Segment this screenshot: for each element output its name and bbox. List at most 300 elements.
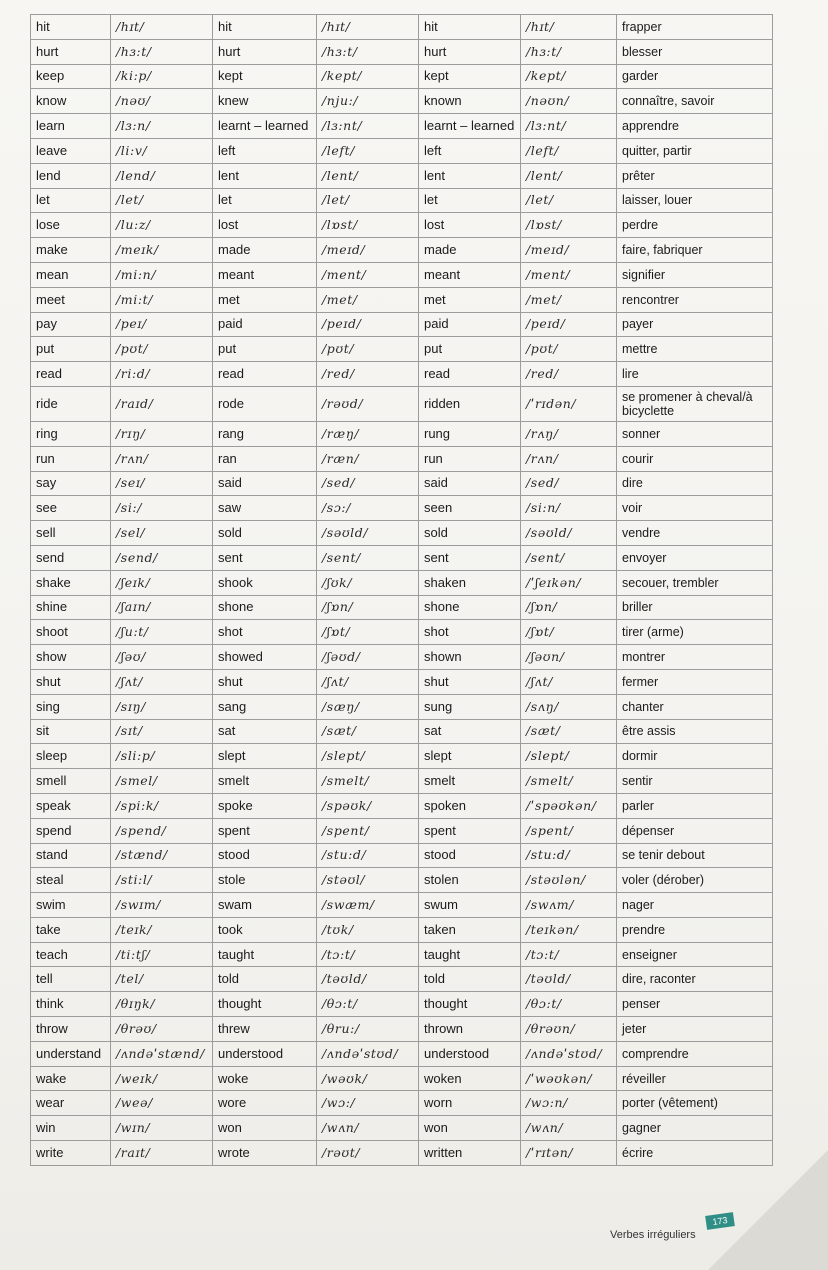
cell-base-ipa: /rʌn/ <box>111 446 213 471</box>
cell-participle: shown <box>419 645 521 670</box>
cell-base-ipa: /send/ <box>111 545 213 570</box>
cell-french: enseigner <box>617 942 773 967</box>
cell-participle: taken <box>419 917 521 942</box>
cell-french: porter (vêtement) <box>617 1091 773 1116</box>
cell-base: say <box>31 471 111 496</box>
cell-base-ipa: /ri:d/ <box>111 362 213 387</box>
cell-preterit: showed <box>213 645 317 670</box>
cell-participle-ipa: /ˈspəʊkən/ <box>521 793 617 818</box>
cell-preterit-ipa: /wəʊk/ <box>317 1066 419 1091</box>
cell-preterit-ipa: /left/ <box>317 138 419 163</box>
table-row <box>31 1041 773 1066</box>
cell-french: sentir <box>617 769 773 794</box>
cell-participle: let <box>419 188 521 213</box>
cell-base: let <box>31 188 111 213</box>
cell-participle-ipa: /swʌm/ <box>521 893 617 918</box>
cell-preterit: kept <box>213 64 317 89</box>
table-row <box>31 570 773 595</box>
cell-preterit-ipa: /stu:d/ <box>317 843 419 868</box>
cell-participle-ipa: /təʊld/ <box>521 967 617 992</box>
cell-preterit: spent <box>213 818 317 843</box>
cell-french: sonner <box>617 421 773 446</box>
cell-base: leave <box>31 138 111 163</box>
table-row <box>31 213 773 238</box>
cell-base-ipa: /li:v/ <box>111 138 213 163</box>
cell-base-ipa: /weɪk/ <box>111 1066 213 1091</box>
cell-base-ipa: /smel/ <box>111 769 213 794</box>
cell-preterit-ipa: /lɜ:nt/ <box>317 114 419 139</box>
cell-participle-ipa: /kept/ <box>521 64 617 89</box>
cell-preterit: shut <box>213 669 317 694</box>
cell-participle: run <box>419 446 521 471</box>
cell-base: think <box>31 992 111 1017</box>
table-row <box>31 942 773 967</box>
cell-base: sleep <box>31 744 111 769</box>
cell-base-ipa: /θrəʊ/ <box>111 1017 213 1042</box>
cell-participle: written <box>419 1141 521 1166</box>
cell-participle-ipa: /wʌn/ <box>521 1116 617 1141</box>
cell-participle: kept <box>419 64 521 89</box>
cell-participle: thought <box>419 992 521 1017</box>
cell-participle-ipa: /lent/ <box>521 163 617 188</box>
cell-french: garder <box>617 64 773 89</box>
table-row <box>31 64 773 89</box>
cell-base: make <box>31 238 111 263</box>
cell-participle: lost <box>419 213 521 238</box>
cell-preterit-ipa: /kept/ <box>317 64 419 89</box>
cell-french: apprendre <box>617 114 773 139</box>
cell-base-ipa: /sel/ <box>111 521 213 546</box>
verb-rows <box>31 15 773 1166</box>
cell-participle-ipa: /wɔ:n/ <box>521 1091 617 1116</box>
cell-base: shake <box>31 570 111 595</box>
cell-participle-ipa: /teɪkən/ <box>521 917 617 942</box>
cell-participle: stood <box>419 843 521 868</box>
cell-preterit: slept <box>213 744 317 769</box>
cell-preterit: spoke <box>213 793 317 818</box>
cell-participle-ipa: /ʃʌt/ <box>521 669 617 694</box>
cell-participle: taught <box>419 942 521 967</box>
cell-french: se tenir debout <box>617 843 773 868</box>
cell-base-ipa: /ʌndəˈstænd/ <box>111 1041 213 1066</box>
cell-participle: sent <box>419 545 521 570</box>
cell-participle: put <box>419 337 521 362</box>
cell-preterit-ipa: /lent/ <box>317 163 419 188</box>
cell-base: speak <box>31 793 111 818</box>
cell-participle-ipa: /smelt/ <box>521 769 617 794</box>
cell-participle-ipa: /ˈʃeɪkən/ <box>521 570 617 595</box>
table-row <box>31 287 773 312</box>
cell-base: sit <box>31 719 111 744</box>
cell-base-ipa: /pʊt/ <box>111 337 213 362</box>
cell-preterit: paid <box>213 312 317 337</box>
cell-base: run <box>31 446 111 471</box>
cell-preterit-ipa: /ʃəʊd/ <box>317 645 419 670</box>
cell-participle: sat <box>419 719 521 744</box>
cell-preterit-ipa: /smelt/ <box>317 769 419 794</box>
cell-base: sell <box>31 521 111 546</box>
cell-base-ipa: /sɪŋ/ <box>111 694 213 719</box>
cell-base-ipa: /sɪt/ <box>111 719 213 744</box>
table-row <box>31 719 773 744</box>
cell-participle-ipa: /ʃɒt/ <box>521 620 617 645</box>
cell-french: jeter <box>617 1017 773 1042</box>
cell-preterit: left <box>213 138 317 163</box>
cell-participle: read <box>419 362 521 387</box>
cell-participle: stolen <box>419 868 521 893</box>
table-row <box>31 1116 773 1141</box>
cell-participle: shone <box>419 595 521 620</box>
cell-participle-ipa: /sʌŋ/ <box>521 694 617 719</box>
table-row <box>31 793 773 818</box>
cell-base-ipa: /swɪm/ <box>111 893 213 918</box>
cell-preterit-ipa: /θɔ:t/ <box>317 992 419 1017</box>
cell-base: shut <box>31 669 111 694</box>
cell-base: mean <box>31 262 111 287</box>
cell-preterit-ipa: /spəʊk/ <box>317 793 419 818</box>
cell-participle-ipa: /spent/ <box>521 818 617 843</box>
cell-participle-ipa: /θrəʊn/ <box>521 1017 617 1042</box>
table-row <box>31 620 773 645</box>
cell-preterit: wore <box>213 1091 317 1116</box>
cell-french: laisser, louer <box>617 188 773 213</box>
table-row <box>31 15 773 40</box>
table-row <box>31 262 773 287</box>
cell-base-ipa: /sli:p/ <box>111 744 213 769</box>
table-row <box>31 545 773 570</box>
cell-participle-ipa: /rʌŋ/ <box>521 421 617 446</box>
table-row <box>31 114 773 139</box>
cell-base-ipa: /lɜ:n/ <box>111 114 213 139</box>
cell-participle: won <box>419 1116 521 1141</box>
cell-participle-ipa: /sæt/ <box>521 719 617 744</box>
cell-participle: hit <box>419 15 521 40</box>
cell-base-ipa: /lu:z/ <box>111 213 213 238</box>
cell-participle: left <box>419 138 521 163</box>
cell-base: teach <box>31 942 111 967</box>
cell-base-ipa: /mi:t/ <box>111 287 213 312</box>
cell-participle: lent <box>419 163 521 188</box>
cell-base: sing <box>31 694 111 719</box>
cell-participle-ipa: /peɪd/ <box>521 312 617 337</box>
cell-participle-ipa: /stu:d/ <box>521 843 617 868</box>
page-number-badge: 173 <box>705 1212 735 1230</box>
cell-base-ipa: /mi:n/ <box>111 262 213 287</box>
cell-preterit: said <box>213 471 317 496</box>
cell-preterit-ipa: /wʌn/ <box>317 1116 419 1141</box>
table-row <box>31 446 773 471</box>
cell-participle: learnt – learned <box>419 114 521 139</box>
cell-base-ipa: /θɪŋk/ <box>111 992 213 1017</box>
cell-base-ipa: /ʃeɪk/ <box>111 570 213 595</box>
cell-participle-ipa: /rʌn/ <box>521 446 617 471</box>
cell-preterit-ipa: /ʃɒn/ <box>317 595 419 620</box>
cell-base-ipa: /spend/ <box>111 818 213 843</box>
table-row <box>31 595 773 620</box>
cell-participle: shot <box>419 620 521 645</box>
footer-section-label: Verbes irréguliers <box>610 1229 696 1241</box>
cell-preterit: learnt – learned <box>213 114 317 139</box>
table-row <box>31 818 773 843</box>
cell-preterit-ipa: /tʊk/ <box>317 917 419 942</box>
cell-base: smell <box>31 769 111 794</box>
cell-participle-ipa: /red/ <box>521 362 617 387</box>
cell-preterit: won <box>213 1116 317 1141</box>
cell-participle-ipa: /hɪt/ <box>521 15 617 40</box>
cell-preterit-ipa: /ʃʌt/ <box>317 669 419 694</box>
cell-preterit-ipa: /rəʊd/ <box>317 386 419 421</box>
cell-preterit-ipa: /meɪd/ <box>317 238 419 263</box>
cell-preterit-ipa: /hɪt/ <box>317 15 419 40</box>
cell-participle-ipa: /pʊt/ <box>521 337 617 362</box>
cell-french: comprendre <box>617 1041 773 1066</box>
cell-preterit: met <box>213 287 317 312</box>
cell-preterit-ipa: /θru:/ <box>317 1017 419 1042</box>
cell-base: shine <box>31 595 111 620</box>
page-curl <box>708 1150 828 1270</box>
cell-base-ipa: /meɪk/ <box>111 238 213 263</box>
cell-participle: known <box>419 89 521 114</box>
cell-french: dépenser <box>617 818 773 843</box>
cell-base: write <box>31 1141 111 1166</box>
cell-preterit-ipa: /wɔ:/ <box>317 1091 419 1116</box>
cell-base-ipa: /let/ <box>111 188 213 213</box>
cell-base: spend <box>31 818 111 843</box>
cell-participle-ipa: /stəʊlən/ <box>521 868 617 893</box>
cell-base: take <box>31 917 111 942</box>
cell-preterit: saw <box>213 496 317 521</box>
cell-participle-ipa: /sed/ <box>521 471 617 496</box>
cell-preterit: thought <box>213 992 317 1017</box>
cell-french: courir <box>617 446 773 471</box>
cell-french: prêter <box>617 163 773 188</box>
cell-base: learn <box>31 114 111 139</box>
cell-base-ipa: /sti:l/ <box>111 868 213 893</box>
cell-preterit-ipa: /lɒst/ <box>317 213 419 238</box>
table-row <box>31 496 773 521</box>
cell-preterit-ipa: /let/ <box>317 188 419 213</box>
cell-base-ipa: /peɪ/ <box>111 312 213 337</box>
cell-preterit: sent <box>213 545 317 570</box>
table-row <box>31 471 773 496</box>
cell-base: wake <box>31 1066 111 1091</box>
cell-french: faire, fabriquer <box>617 238 773 263</box>
cell-preterit-ipa: /ʃɒt/ <box>317 620 419 645</box>
cell-french: dire, raconter <box>617 967 773 992</box>
table-row <box>31 893 773 918</box>
cell-participle: rung <box>419 421 521 446</box>
cell-base-ipa: /hɪt/ <box>111 15 213 40</box>
table-row <box>31 1017 773 1042</box>
cell-participle: spoken <box>419 793 521 818</box>
cell-preterit-ipa: /sæŋ/ <box>317 694 419 719</box>
table-row <box>31 967 773 992</box>
cell-preterit: smelt <box>213 769 317 794</box>
cell-participle-ipa: /ˈwəʊkən/ <box>521 1066 617 1091</box>
table-row <box>31 769 773 794</box>
table-row <box>31 238 773 263</box>
table-row <box>31 669 773 694</box>
cell-preterit: ran <box>213 446 317 471</box>
table-row <box>31 337 773 362</box>
cell-preterit-ipa: /sɔ:/ <box>317 496 419 521</box>
cell-base-ipa: /spi:k/ <box>111 793 213 818</box>
cell-preterit: taught <box>213 942 317 967</box>
cell-preterit: understood <box>213 1041 317 1066</box>
cell-preterit-ipa: /hɜ:t/ <box>317 39 419 64</box>
cell-base: win <box>31 1116 111 1141</box>
cell-base: ride <box>31 386 111 421</box>
cell-preterit-ipa: /sed/ <box>317 471 419 496</box>
table-row <box>31 421 773 446</box>
cell-participle-ipa: /ment/ <box>521 262 617 287</box>
cell-french: connaître, savoir <box>617 89 773 114</box>
cell-french: voir <box>617 496 773 521</box>
cell-participle: slept <box>419 744 521 769</box>
cell-participle-ipa: /hɜ:t/ <box>521 39 617 64</box>
cell-base-ipa: /ki:p/ <box>111 64 213 89</box>
cell-preterit: sold <box>213 521 317 546</box>
cell-french: rencontrer <box>617 287 773 312</box>
cell-base-ipa: /weə/ <box>111 1091 213 1116</box>
cell-preterit: shot <box>213 620 317 645</box>
cell-preterit: made <box>213 238 317 263</box>
cell-base: lose <box>31 213 111 238</box>
cell-base-ipa: /tel/ <box>111 967 213 992</box>
cell-preterit: swam <box>213 893 317 918</box>
cell-participle: understood <box>419 1041 521 1066</box>
cell-base-ipa: /rɪŋ/ <box>111 421 213 446</box>
cell-preterit: put <box>213 337 317 362</box>
table-row <box>31 521 773 546</box>
cell-base-ipa: /teɪk/ <box>111 917 213 942</box>
cell-french: être assis <box>617 719 773 744</box>
cell-preterit-ipa: /ment/ <box>317 262 419 287</box>
cell-preterit-ipa: /sæt/ <box>317 719 419 744</box>
cell-preterit-ipa: /təʊld/ <box>317 967 419 992</box>
cell-participle-ipa: /ʃɒn/ <box>521 595 617 620</box>
cell-base-ipa: /seɪ/ <box>111 471 213 496</box>
cell-participle: paid <box>419 312 521 337</box>
cell-base: keep <box>31 64 111 89</box>
cell-preterit: stood <box>213 843 317 868</box>
cell-base: steal <box>31 868 111 893</box>
cell-participle: told <box>419 967 521 992</box>
cell-french: perdre <box>617 213 773 238</box>
cell-base: shoot <box>31 620 111 645</box>
cell-participle-ipa: /ˈrɪdən/ <box>521 386 617 421</box>
cell-preterit: took <box>213 917 317 942</box>
cell-preterit-ipa: /pʊt/ <box>317 337 419 362</box>
cell-participle-ipa: /tɔ:t/ <box>521 942 617 967</box>
table-row <box>31 992 773 1017</box>
table-row <box>31 744 773 769</box>
table-row <box>31 843 773 868</box>
cell-participle: worn <box>419 1091 521 1116</box>
cell-participle-ipa: /let/ <box>521 188 617 213</box>
table-row <box>31 312 773 337</box>
cell-preterit: rode <box>213 386 317 421</box>
cell-french: blesser <box>617 39 773 64</box>
cell-base: lend <box>31 163 111 188</box>
cell-preterit: stole <box>213 868 317 893</box>
cell-participle: sold <box>419 521 521 546</box>
table-row <box>31 138 773 163</box>
cell-french: parler <box>617 793 773 818</box>
cell-participle: spent <box>419 818 521 843</box>
cell-preterit: told <box>213 967 317 992</box>
cell-preterit: shook <box>213 570 317 595</box>
cell-french: montrer <box>617 645 773 670</box>
cell-preterit-ipa: /ræn/ <box>317 446 419 471</box>
cell-french: dire <box>617 471 773 496</box>
cell-participle-ipa: /lɒst/ <box>521 213 617 238</box>
irregular-verbs-table <box>30 14 773 1166</box>
cell-french: gagner <box>617 1116 773 1141</box>
cell-preterit: threw <box>213 1017 317 1042</box>
cell-base-ipa: /ʃəʊ/ <box>111 645 213 670</box>
cell-base: tell <box>31 967 111 992</box>
cell-participle: sung <box>419 694 521 719</box>
cell-base: read <box>31 362 111 387</box>
cell-participle: smelt <box>419 769 521 794</box>
table-row <box>31 1141 773 1166</box>
cell-participle: said <box>419 471 521 496</box>
cell-base: meet <box>31 287 111 312</box>
cell-preterit: wrote <box>213 1141 317 1166</box>
cell-participle: hurt <box>419 39 521 64</box>
table-row <box>31 694 773 719</box>
cell-french: prendre <box>617 917 773 942</box>
cell-french: tirer (arme) <box>617 620 773 645</box>
cell-preterit: hit <box>213 15 317 40</box>
cell-base: swim <box>31 893 111 918</box>
table-row <box>31 89 773 114</box>
cell-preterit: lent <box>213 163 317 188</box>
cell-french: payer <box>617 312 773 337</box>
cell-participle: made <box>419 238 521 263</box>
cell-base: wear <box>31 1091 111 1116</box>
cell-participle: ridden <box>419 386 521 421</box>
cell-participle: shut <box>419 669 521 694</box>
cell-base-ipa: /nəʊ/ <box>111 89 213 114</box>
cell-french: chanter <box>617 694 773 719</box>
cell-french: penser <box>617 992 773 1017</box>
cell-base-ipa: /si:/ <box>111 496 213 521</box>
cell-preterit-ipa: /met/ <box>317 287 419 312</box>
cell-participle-ipa: /θɔ:t/ <box>521 992 617 1017</box>
cell-french: signifier <box>617 262 773 287</box>
cell-french: dormir <box>617 744 773 769</box>
cell-participle: woken <box>419 1066 521 1091</box>
table-row <box>31 362 773 387</box>
cell-french: secouer, trembler <box>617 570 773 595</box>
cell-base-ipa: /ti:tʃ/ <box>111 942 213 967</box>
cell-preterit-ipa: /tɔ:t/ <box>317 942 419 967</box>
table-row <box>31 1091 773 1116</box>
cell-french: nager <box>617 893 773 918</box>
cell-preterit-ipa: /rəʊt/ <box>317 1141 419 1166</box>
cell-base-ipa: /raɪd/ <box>111 386 213 421</box>
cell-participle-ipa: /slept/ <box>521 744 617 769</box>
cell-participle: swum <box>419 893 521 918</box>
cell-participle: shaken <box>419 570 521 595</box>
cell-base: see <box>31 496 111 521</box>
cell-participle-ipa: /sent/ <box>521 545 617 570</box>
cell-base: know <box>31 89 111 114</box>
cell-preterit: meant <box>213 262 317 287</box>
cell-base: stand <box>31 843 111 868</box>
